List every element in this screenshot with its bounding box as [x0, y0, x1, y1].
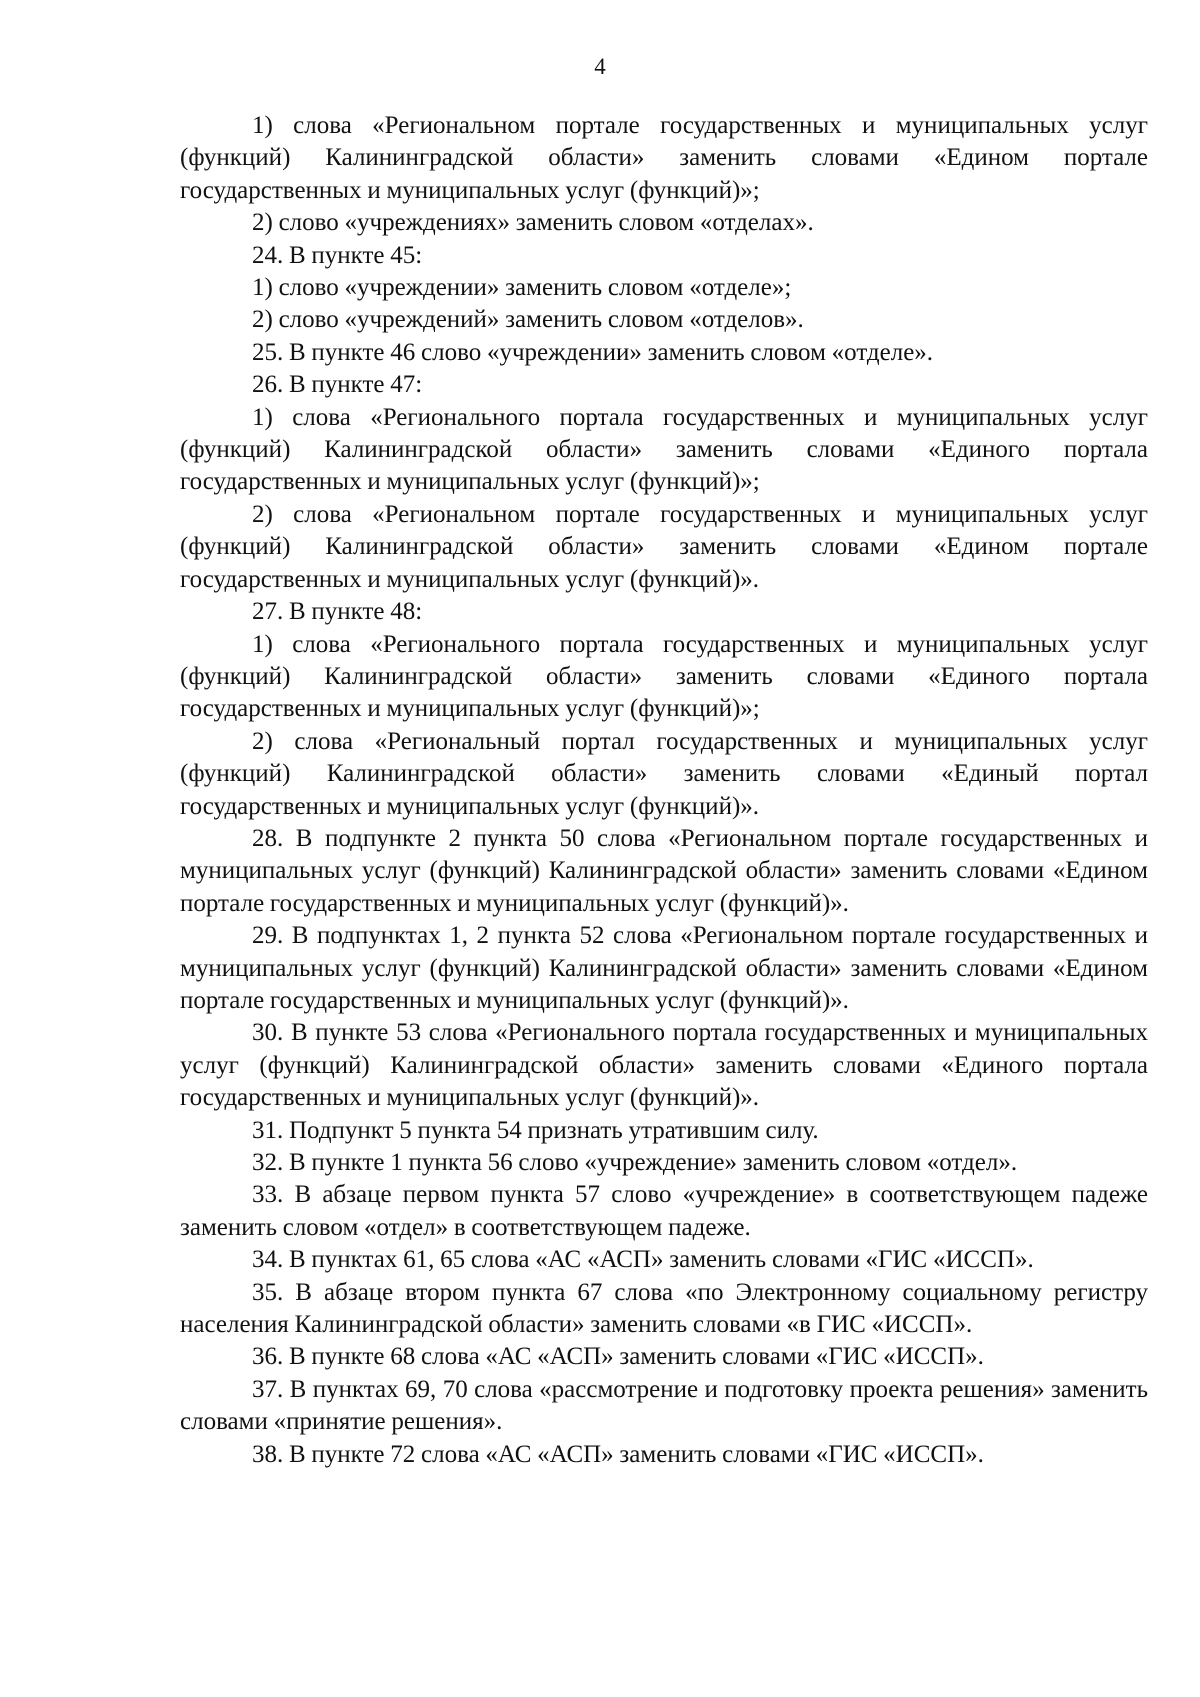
- paragraph: 27. В пункте 48:: [252, 598, 423, 626]
- document-body: [180, 110, 1148, 1471]
- paragraph: 1) слова «Региональном портале государственных и муниципальных услуг (функций) Калининградской области» заменить словами «Едином портале государственных и муниципальных услуг (функций)»;: [180, 112, 1148, 204]
- paragraph: 2) слова «Региональном портале государственных и муниципальных услуг (функций) Калининградской области» заменить словами «Едином портале государственных и муниципальных услуг (функций)».: [180, 500, 1148, 593]
- paragraph: 2) слово «учреждений» заменить словом «отделов».: [252, 306, 804, 334]
- paragraph: 31. Подпункт 5 пункта 54 признать утратившим силу.: [252, 1116, 819, 1144]
- paragraph: 36. В пункте 68 слова «АС «АСП» заменить словами «ГИС «ИССП».: [252, 1343, 984, 1371]
- paragraph: 2) слова «Региональный портал государственных и муниципальных услуг (функций) Калининградской области» заменить словами «Единый портал государственных и муниципальных услуг (функций)».: [180, 727, 1148, 820]
- page-number: 4: [594, 54, 606, 79]
- paragraph: 32. В пункте 1 пункта 56 слово «учреждение» заменить словом «отдел».: [252, 1149, 1018, 1176]
- paragraph: 1) слова «Регионального портала государственных и муниципальных услуг (функций) Калининградской области» заменить словами «Единого портала государственных и муниципальных услуг (функций)»;: [180, 403, 1148, 496]
- paragraph: 30. В пункте 53 слова «Регионального портала государственных и муниципальных услуг (функций) Калининградской области» заменить словами «Единого портала государственных и муниципальных услуг (функций)».: [180, 1019, 1148, 1112]
- paragraph: 2) слово «учреждениях» заменить словом «отделах».: [252, 209, 814, 237]
- paragraph: 26. В пункте 47:: [252, 371, 423, 399]
- paragraph: 24. В пункте 45:: [252, 241, 423, 269]
- paragraph: 34. В пунктах 61, 65 слова «АС «АСП» заменить словами «ГИС «ИССП».: [252, 1246, 1034, 1274]
- paragraph: 35. В абзаце втором пункта 67 слова «по Электронному социальному регистру населения Калининградской области» заменить словами «в ГИС «ИССП».: [180, 1278, 1148, 1339]
- paragraph: 37. В пунктах 69, 70 слова «рассмотрение и подготовку проекта решения» заменить словами «принятие решения».: [180, 1375, 1148, 1436]
- paragraph: 1) слова «Регионального портала государственных и муниципальных услуг (функций) Калининградской области» заменить словами «Единого портала государственных и муниципальных услуг (функций)»;: [180, 630, 1148, 723]
- paragraph: 28. В подпункте 2 пункта 50 слова «Региональном портале государственных и муниципальных услуг (функций) Калининградской области» заменить словами «Едином портале государственных и муниципальных услуг (функций)».: [180, 824, 1148, 917]
- paragraph: 29. В подпунктах 1, 2 пункта 52 слова «Региональном портале государственных и муниципальных услуг (функций) Калининградской области» заменить словами «Едином портале государственных и муниципальных услуг (функций)».: [180, 922, 1148, 1014]
- paragraph: 25. В пункте 46 слово «учреждении» заменить словом «отделе».: [252, 338, 934, 366]
- paragraph: 33. В абзаце первом пункта 57 слово «учреждение» в соответствующем падеже заменить словом «отдел» в соответствующем падеже.: [180, 1181, 1148, 1241]
- paragraph: 1) слово «учреждении» заменить словом «отделе»;: [252, 274, 792, 302]
- paragraph: 38. В пункте 72 слова «АС «АСП» заменить словами «ГИС «ИССП».: [252, 1440, 984, 1468]
